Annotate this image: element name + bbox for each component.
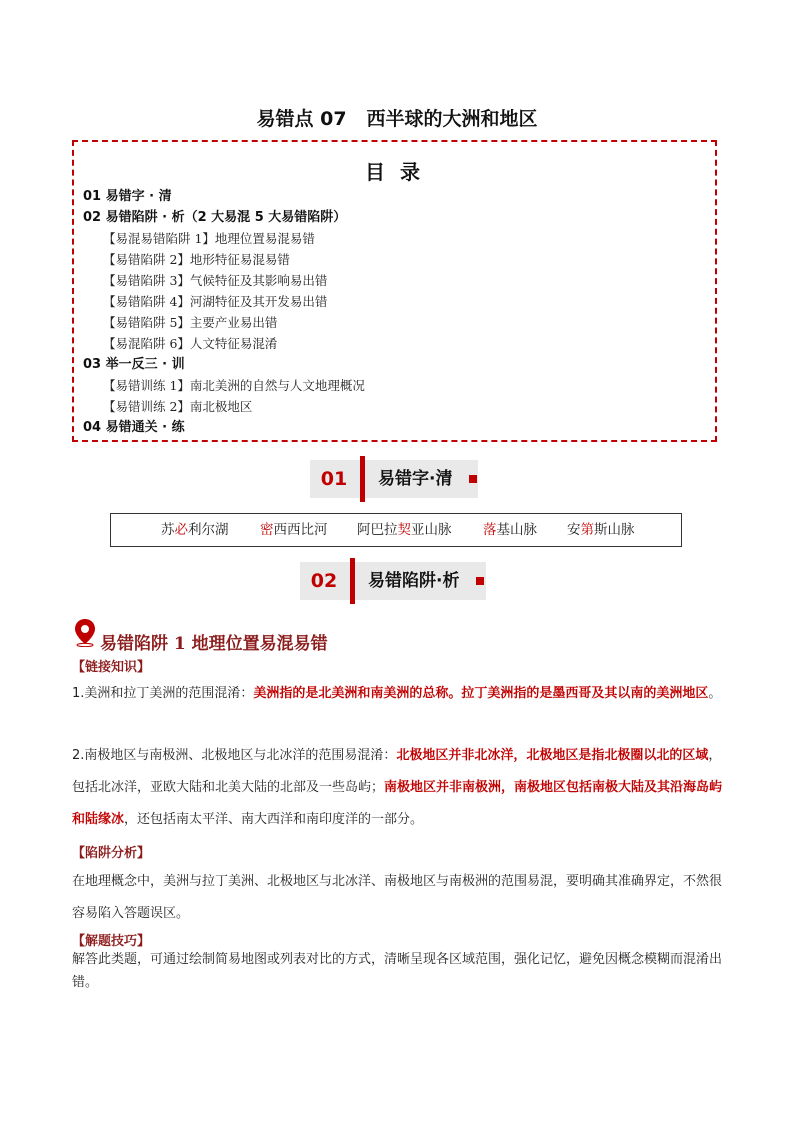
paragraph-tips: 解答此类题，可通过绘制简易地图或列表对比的方式，清晰呈现各区域范围，强化记忆，避免因概念模糊而混淆出错。	[72, 952, 723, 990]
toc-sub-entry[interactable]: 【易错训练 1】南北美洲的自然与人文地理概况	[103, 378, 365, 393]
vocab-item: 苏必利尔湖	[161, 522, 229, 538]
page-title: 易错点 07 西半球的大洲和地区	[256, 108, 538, 130]
tag-tips: 【解题技巧】	[72, 934, 151, 949]
square-marker-icon	[469, 475, 477, 483]
vocab-item: 安第斯山脉	[567, 522, 635, 538]
section-banner-01	[310, 460, 478, 498]
vocab-box	[110, 513, 682, 547]
toc-heading: 目 录	[365, 160, 424, 184]
location-pin-icon	[72, 617, 98, 647]
paragraph-analysis: 在地理概念中，美洲与拉丁美洲、北极地区与北冰洋、南极地区与南极洲的范围易混，要明确其准确界定，不然很容易陷入答题误区。	[72, 874, 723, 921]
section-banner-02	[300, 562, 486, 600]
toc-section-entry[interactable]: 02 易错陷阱 · 析（2 大易混 5 大易错陷阱）	[83, 210, 347, 225]
section-number: 01	[320, 468, 348, 490]
section-label: 易错陷阱·析	[368, 571, 460, 591]
section-label: 易错字·清	[378, 469, 453, 489]
tag-knowledge: 【链接知识】	[72, 660, 151, 675]
toc-sub-entry[interactable]: 【易错陷阱 5】主要产业易出错	[103, 315, 278, 330]
trap-title: 易错陷阱 1 地理位置易混易错	[100, 634, 328, 654]
section-divider-bar	[360, 456, 365, 502]
vocab-item: 密西西比河	[260, 522, 328, 538]
toc-sub-entry[interactable]: 【易混陷阱 6】人文特征易混淆	[103, 336, 278, 351]
toc-sub-entry[interactable]: 【易错陷阱 4】河湖特征及其开发易出错	[103, 294, 328, 309]
vocab-item: 阿巴拉契亚山脉	[357, 522, 452, 538]
section-divider-bar	[350, 558, 355, 604]
square-marker-icon	[476, 577, 484, 585]
vocab-item: 落基山脉	[483, 522, 537, 538]
toc-sub-entry[interactable]: 【易错训练 2】南北极地区	[103, 399, 253, 414]
tag-analysis: 【陷阱分析】	[72, 846, 151, 861]
paragraph-knowledge-1: 1.美洲和拉丁美洲的范围混淆：美洲指的是北美洲和南美洲的总称。拉丁美洲指的是墨西哥及其以南的美洲地区。	[72, 686, 722, 701]
toc-sub-entry[interactable]: 【易混易错陷阱 1】地理位置易混易错	[103, 231, 315, 246]
toc-sub-entry[interactable]: 【易错陷阱 2】地形特征易混易错	[103, 252, 290, 267]
table-of-contents	[72, 140, 717, 442]
toc-sub-entry[interactable]: 【易错陷阱 3】气候特征及其影响易出错	[103, 273, 328, 288]
section-number: 02	[310, 570, 338, 592]
toc-section-entry[interactable]: 04 易错通关 · 练	[83, 420, 185, 435]
paragraph-knowledge-2: 2.南极地区与南极洲、北极地区与北冰洋的范围易混淆：北极地区并非北冰洋，北极地区是指北极圈以北的区域，包括北冰洋，亚欧大陆和北美大陆的北部及一些岛屿；南极地区并非南极洲，南极地区包括南极大陆及其沿海岛屿和陆缘冰，还包括南太平洋、南大西洋和南印度洋的一部分。	[72, 748, 723, 827]
toc-section-entry[interactable]: 01 易错字 · 清	[83, 189, 172, 204]
toc-section-entry[interactable]: 03 举一反三 · 训	[83, 357, 185, 372]
